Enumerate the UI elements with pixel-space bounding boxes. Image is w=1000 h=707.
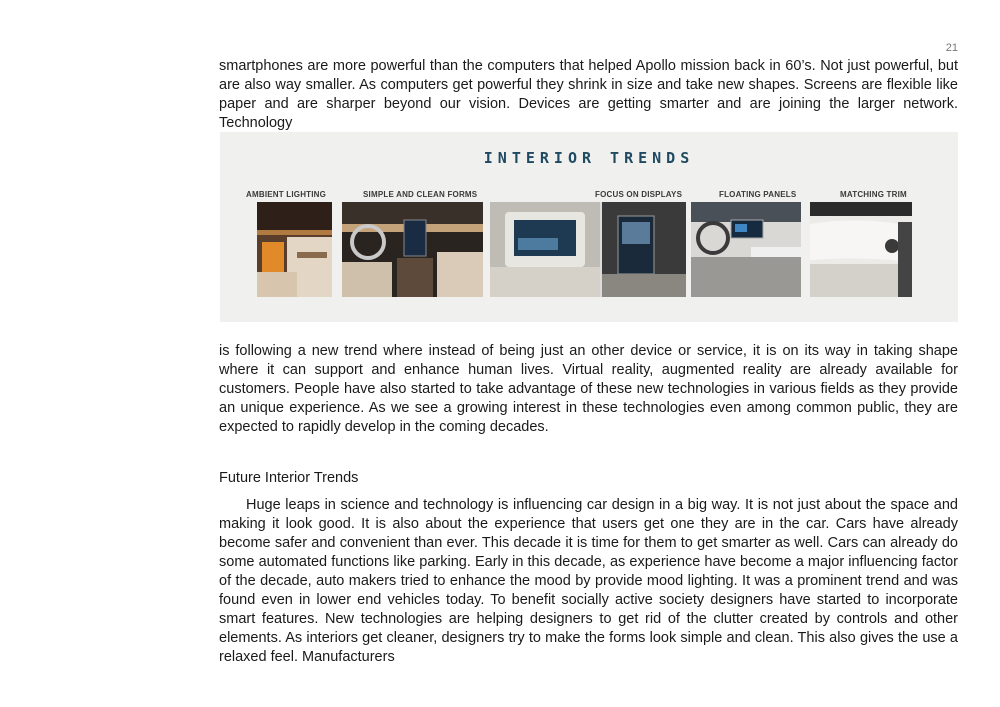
body-paragraph-2: is following a new trend where instead of being just an other device or service, it is on its way in taking shape where it can support and enhance human lives. Virtual reality, augmented reality are already available for customers. People have also started to take advantage of these new technologies in various fields as they provide an unique experience. As we see a growing interest in these technologies even among common public, they are expected to rapidly develop in the coming decades. bbox=[219, 343, 958, 435]
page-number: 21 bbox=[945, 42, 958, 54]
matching-trim-photo bbox=[810, 202, 912, 297]
ambient-lighting-photo bbox=[257, 202, 332, 297]
body-paragraph-1: smartphones are more powerful than the computers that helped Apollo mission back in 60’s. Not just powerful, but are also way smaller. As computers get powerful they shrink in size and take new shapes. Screens are flexible like paper and are sharper beyond our vision. Devices are getting smarter and are joining the larger network. Technology bbox=[219, 58, 958, 131]
caption-focus-on-displays: FOCUS ON DISPLAYS bbox=[595, 190, 683, 199]
simple-clean-forms-photo bbox=[342, 202, 483, 297]
section-heading: Future Interior Trends bbox=[219, 470, 359, 486]
caption-matching-trim: MATCHING TRIM bbox=[840, 190, 907, 199]
body-paragraph-3: Huge leaps in science and technology is influencing car design in a big way. It is not just about the space and making it look good. It is also about the experience that users get one they are in the car. Cars have already become safer and convenient than ever. This decade it is time for them to get smarter as well. Cars can already do some automated functions like parking. Early in this decade, as experience have become a major influencing factor of the decade, auto makers tried to enhance the mood by provide mood lighting. It was a prominent trend and was found even in lower end vehicles today. To benefit socially active society designers have started to incorporate smart features. New technologies are helping designers to get rid of the clutter created by controls and other elements. As interiors get cleaner, designers try to make the forms look simple and clean. This also gives the use a relaxed feel. Manufacturers bbox=[219, 497, 958, 665]
interior-trends-figure bbox=[220, 132, 958, 322]
caption-ambient-lighting: AMBIENT LIGHTING bbox=[246, 190, 327, 199]
focus-on-displays-photo bbox=[490, 202, 686, 297]
figure-title: INTERIOR TRENDS bbox=[483, 149, 695, 167]
caption-floating-panels: FLOATING PANELS bbox=[719, 190, 797, 199]
caption-simple-clean-forms: SIMPLE AND CLEAN FORMS bbox=[363, 190, 478, 199]
floating-panels-photo bbox=[691, 202, 801, 297]
